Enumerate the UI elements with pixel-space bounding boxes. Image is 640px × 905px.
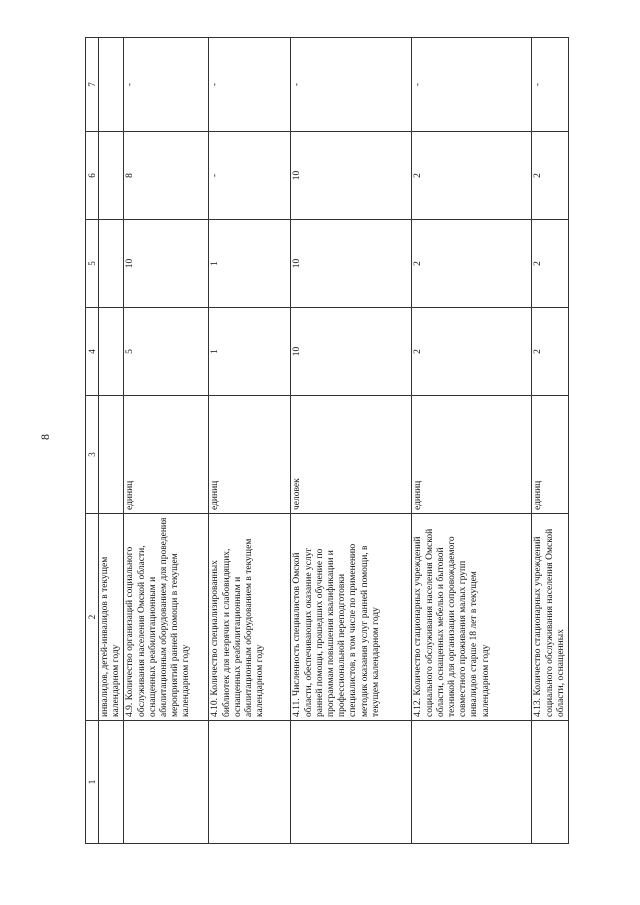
header-cell: 7: [86, 38, 99, 132]
rotated-table-wrapper: [85, 38, 566, 844]
unit-cell: [99, 396, 124, 514]
row-cell-c1: [291, 721, 412, 844]
value-cell-6: 2: [412, 132, 532, 220]
table-row: [209, 38, 291, 844]
header-cell: 4: [86, 308, 99, 396]
unit-cell: единиц: [124, 396, 209, 514]
value-cell-5: 2: [532, 220, 569, 308]
table-row: [291, 38, 412, 844]
indicator-name: инвалидов, детей-инвалидов в текущем календарном году: [99, 514, 124, 721]
value-cell-5: 2: [412, 220, 532, 308]
header-cell: 2: [86, 514, 99, 721]
value-cell-6: -: [209, 132, 291, 220]
value-cell-4: 2: [532, 308, 569, 396]
table-row: [124, 38, 209, 844]
indicators-table: [85, 37, 569, 844]
unit-cell: человек: [291, 396, 412, 514]
indicator-name: 4.10. Количество специализированных библиотек для незрячих и слабовидящих, оснащенных реабилитационным и абилитационным оборудованием в текущем календарном году: [209, 514, 291, 721]
value-cell-5: [99, 220, 124, 308]
table-row: [99, 38, 124, 844]
value-cell-4: 2: [412, 308, 532, 396]
header-cell: 5: [86, 220, 99, 308]
row-cell-c1: [99, 721, 124, 844]
value-cell-6: [99, 132, 124, 220]
unit-cell: единиц: [209, 396, 291, 514]
value-cell-7: -: [412, 38, 532, 132]
row-cell-c1: [124, 721, 209, 844]
unit-cell: единиц: [412, 396, 532, 514]
header-cell: 6: [86, 132, 99, 220]
value-cell-7: -: [291, 38, 412, 132]
page-number: 8: [38, 434, 52, 440]
indicator-name: 4.11. Численность специалистов Омской области, обеспечивающих оказание услуг ранней помощи, прошедших обучение по программам повышения квалификации и профессиональной переподготовки специалистов, в том числе по применению методик оказания услуг ранней помощи, в текущем календарном году: [291, 514, 412, 721]
value-cell-5: 10: [124, 220, 209, 308]
value-cell-4: 5: [124, 308, 209, 396]
value-cell-5: 10: [291, 220, 412, 308]
value-cell-7: -: [124, 38, 209, 132]
value-cell-4: [99, 308, 124, 396]
indicator-name: 4.12. Количество стационарных учреждений социального обслуживания населения Омской области, оснащенных мебелью и бытовой техникой для организации сопровождаемого совместного проживания малых групп инвалидов старше 18 лет в текущем календарном году: [412, 514, 532, 721]
value-cell-7: [99, 38, 124, 132]
table-header-row: [86, 38, 99, 844]
value-cell-7: -: [209, 38, 291, 132]
value-cell-6: 10: [291, 132, 412, 220]
header-cell: 1: [86, 721, 99, 844]
value-cell-6: 8: [124, 132, 209, 220]
indicator-name: 4.9. Количество организаций социального обслуживания населения Омской области, оснащенных реабилитационным и абилитационным оборудованием для проведения мероприятий ранней помощи в текущем календарном году: [124, 514, 209, 721]
row-cell-c1: [209, 721, 291, 844]
table-row: [532, 38, 569, 844]
row-cell-c1: [412, 721, 532, 844]
value-cell-6: 2: [532, 132, 569, 220]
value-cell-4: 10: [291, 308, 412, 396]
value-cell-7: -: [532, 38, 569, 132]
table-row: [412, 38, 532, 844]
indicator-name: 4.13. Количество стационарных учреждений социального обслуживания населения Омской области, оснащенных: [532, 514, 569, 721]
value-cell-5: 1: [209, 220, 291, 308]
header-cell: 3: [86, 396, 99, 514]
value-cell-4: 1: [209, 308, 291, 396]
row-cell-c1: [532, 721, 569, 844]
unit-cell: единиц: [532, 396, 569, 514]
